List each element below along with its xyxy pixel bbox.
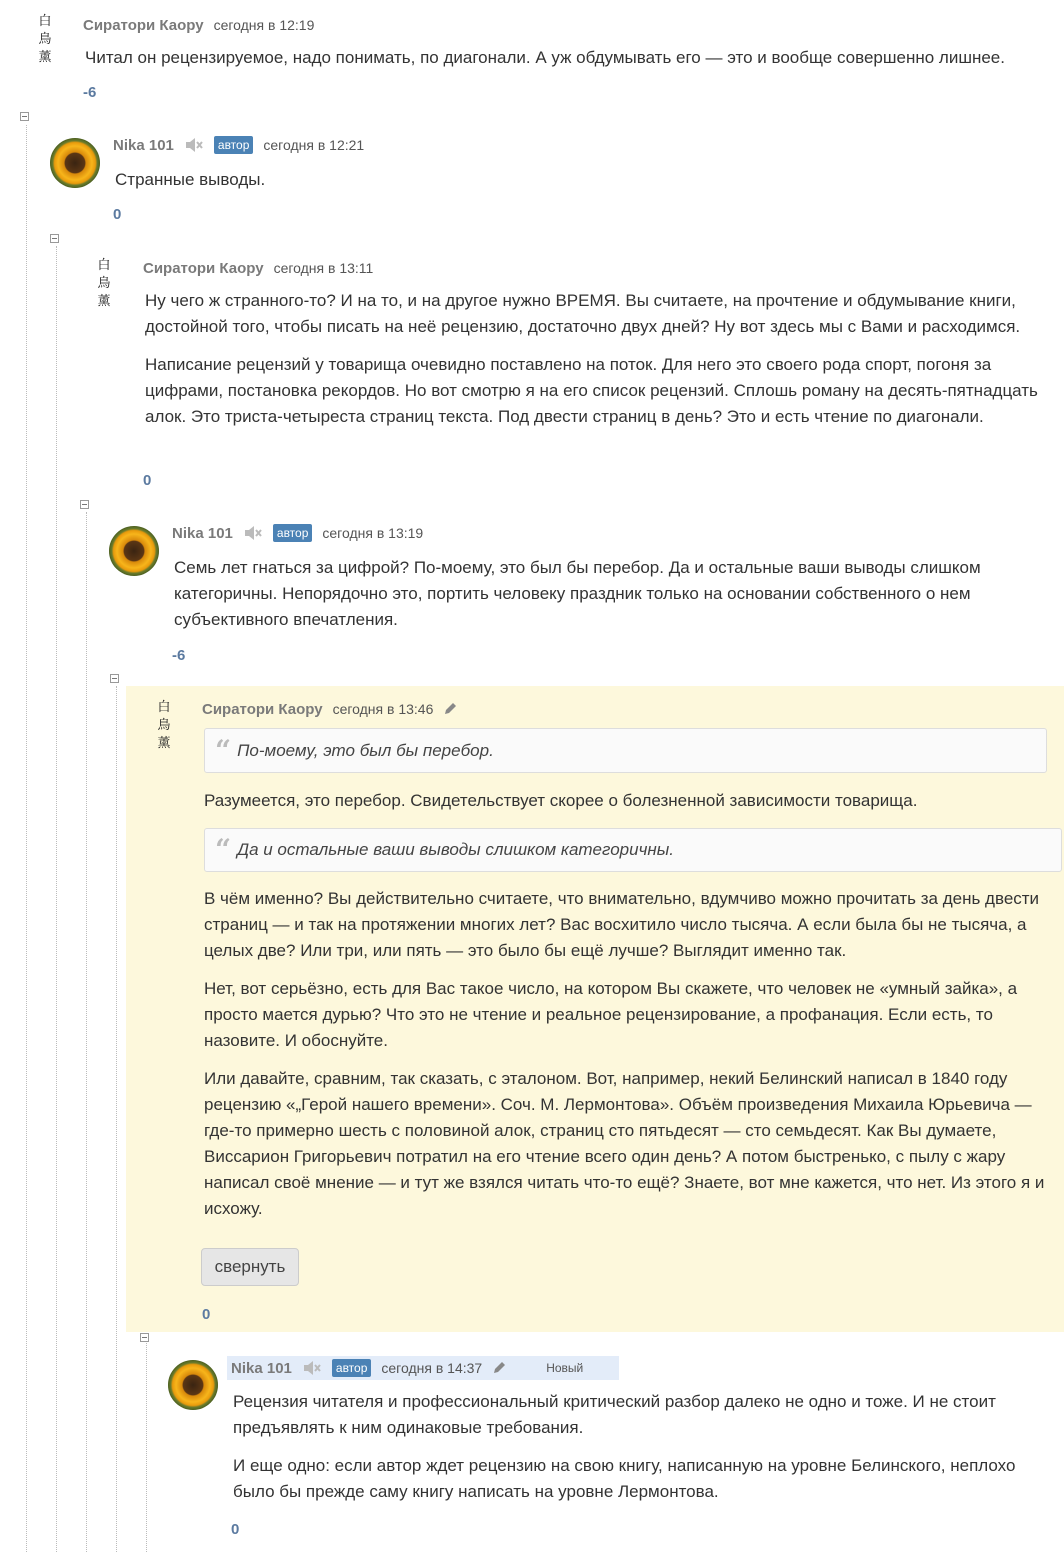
comment-paragraph: Написание рецензий у товарища очевидно поставлено на поток. Для него это своего рода спорт, погоня за цифрами, постановка рекордов. Но вот смотрю я на его список рецензий. Сплошь роману на десять-пятнадцать алок. Это триста-четыреста страниц текста. Под двести страниц в день? Это и есть чтение по диагонали. [145, 355, 1038, 426]
avatar-char: 鳥 [97, 276, 111, 291]
new-comment-label: Новый [546, 1361, 584, 1375]
comment-body [233, 1389, 1053, 1517]
quote-block [204, 828, 1062, 872]
comment-score: -6 [83, 84, 97, 101]
comment-time[interactable]: сегодня в 12:19 [213, 17, 315, 33]
comment-body [204, 788, 1054, 826]
author-link[interactable]: Nika 101 [172, 524, 233, 542]
collapse-thread-toggle[interactable] [80, 500, 89, 509]
comment-time[interactable]: сегодня в 14:37 [381, 1360, 483, 1376]
edited-pencil-icon [492, 1361, 506, 1375]
comment-header [143, 257, 373, 279]
avatar[interactable] [95, 258, 113, 310]
comment-header [172, 522, 423, 544]
avatar-char: 鳥 [157, 718, 171, 733]
collapse-thread-toggle[interactable] [20, 112, 29, 121]
comment-time[interactable]: сегодня в 12:21 [263, 137, 365, 153]
thread-line [26, 125, 27, 1552]
collapse-thread-toggle[interactable] [140, 1333, 149, 1342]
comment-body [204, 886, 1054, 1234]
quote-mark-icon: “ [215, 833, 232, 866]
comment-score: -6 [172, 647, 186, 664]
comment-paragraph: Рецензия читателя и профессиональный критический разбор далеко не одно и тоже. И не стоит предъявлять к ним одинаковые требования. [233, 1392, 996, 1437]
muted-speaker-icon [184, 137, 204, 153]
comment-header [113, 134, 364, 156]
comment-paragraph: В чём именно? Вы действительно считаете, что внимательно, вдумчиво можно прочитать за день двести страниц — и так на протяжении многих лет? Вас восхитило число тысяча. А если была бы не тысяча, а целых две? Или три, или пять — это было бы ещё лучше? Выглядит именно так. [204, 889, 1040, 960]
thread-line [86, 512, 87, 1552]
author-badge: автор [214, 136, 254, 154]
comment-paragraph: Семь лет гнаться за цифрой? По-моему, это был бы перебор. Да и остальные ваши выводы слишком категоричны. Непорядочно это, портить человеку праздник только на основании собственного о нем субъективного впечатления. [174, 558, 981, 629]
collapse-button[interactable]: свернуть [201, 1248, 299, 1286]
comment-time[interactable]: сегодня в 13:46 [332, 701, 434, 717]
author-badge: автор [332, 1359, 372, 1377]
avatar[interactable] [50, 138, 100, 188]
comment-time[interactable]: сегодня в 13:19 [322, 525, 424, 541]
comment-score: 0 [113, 206, 122, 223]
collapse-thread-toggle[interactable] [50, 234, 59, 243]
author-badge: автор [273, 524, 313, 542]
comment-score: 0 [231, 1521, 240, 1538]
comment-score: 0 [143, 472, 152, 489]
author-link[interactable]: Сиратори Каору [202, 700, 323, 718]
comment-paragraph: Ну чего ж странного-то? И на то, и на другое нужно ВРЕМЯ. Вы считаете, на прочтение и обдумывание книги, достойной того, чтобы писать на неё рецензию, достаточно двух дней? Ну вот здесь мы с Вами и расходимся. [145, 291, 1021, 336]
avatar-char: 鳥 [38, 32, 52, 47]
avatar-char: 白 [157, 700, 171, 715]
comment-body [145, 288, 1050, 442]
avatar[interactable] [36, 14, 54, 66]
comment-body [115, 167, 1055, 205]
author-link[interactable]: Сиратори Каору [83, 16, 204, 34]
avatar-char: 薰 [38, 50, 52, 65]
comment-header [83, 14, 314, 36]
thread-line [56, 246, 57, 1552]
thread-line [116, 686, 117, 1552]
quote-text: Да и остальные ваши выводы слишком категоричны. [237, 840, 674, 859]
avatar-char: 白 [38, 14, 52, 29]
thread-line [146, 1343, 147, 1552]
quote-text: По-моему, это был бы перебор. [237, 740, 494, 760]
author-link[interactable]: Nika 101 [231, 1359, 292, 1377]
comment-time[interactable]: сегодня в 13:11 [273, 260, 374, 276]
comment-paragraph: Странные выводы. [115, 170, 266, 189]
comment-header [202, 698, 457, 720]
avatar[interactable] [109, 526, 159, 576]
quote-block [204, 728, 1047, 773]
author-link[interactable]: Nika 101 [113, 136, 174, 154]
avatar-char: 白 [97, 258, 111, 273]
muted-speaker-icon [243, 525, 263, 541]
comment-score: 0 [202, 1306, 211, 1323]
avatar-char: 薰 [157, 736, 171, 751]
comment-paragraph: Нет, вот серьёзно, есть для Вас такое число, на котором Вы скажете, что человек не «умный зайка», а просто мается дурью? Что это не чтение и реальное рецензирование, а профанация. Если есть, то назовите. И обоснуйте. [204, 979, 1018, 1050]
muted-speaker-icon [302, 1360, 322, 1376]
edited-pencil-icon [443, 702, 457, 716]
comment-paragraph: Читал он рецензируемое, надо понимать, по диагонали. А уж обдумывать его — это и вообще совершенно лишнее. [85, 48, 1005, 67]
comment-body [174, 555, 1049, 645]
author-link[interactable]: Сиратори Каору [143, 259, 264, 277]
avatar-char: 薰 [97, 294, 111, 309]
comment-body [85, 45, 1055, 83]
quote-mark-icon: “ [215, 733, 232, 767]
comment-paragraph: И еще одно: если автор ждет рецензию на свою книгу, написанную на уровне Белинского, неплохо было бы прежде саму книгу написать на уровне Лермонтова. [233, 1456, 1016, 1501]
collapse-thread-toggle[interactable] [110, 674, 119, 683]
comment-paragraph: Разумеется, это перебор. Свидетельствует скорее о болезненной зависимости товарища. [204, 791, 918, 810]
avatar[interactable] [155, 700, 173, 752]
comment-paragraph: Или давайте, сравним, так сказать, с эталоном. Вот, например, некий Белинский написал в 1840 году рецензию «„Герой нашего времени». Соч. М. Лермонтова». Объём произведения Михаила Юрьевича — где-то примерно шесть с половиной алок, страниц сто пятьдесят — сто семьдесят. Как Вы думаете, Виссарион Григорьевич потратил на его чтение всего один день? А потом быстренько, с пылу с жару написал своё мнение — и тут же взялся читать что-то ещё? Знаете, вот мне кажется, что нет. Из этого я и исхожу. [204, 1069, 1045, 1218]
comment-header [227, 1356, 619, 1380]
avatar[interactable] [168, 1360, 218, 1410]
